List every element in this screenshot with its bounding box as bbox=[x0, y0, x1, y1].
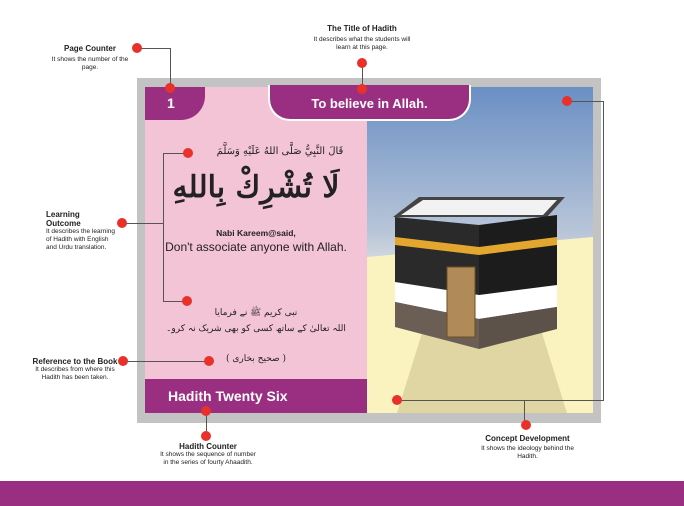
callout-dot bbox=[183, 148, 193, 158]
callout-page-counter bbox=[50, 44, 130, 72]
connector-line bbox=[137, 48, 171, 49]
callout-dot bbox=[132, 43, 142, 53]
callout-title: The Title of Hadith bbox=[327, 24, 397, 33]
urdu-line-1: نبی کریم ﷺ نے فرمایا bbox=[214, 308, 298, 318]
callout-title: Page Counter bbox=[63, 44, 116, 53]
kaaba-illustration bbox=[367, 87, 593, 413]
callout-desc: It shows the sequence of number in the series of fourty Ahaadith. bbox=[160, 451, 256, 466]
callout-title: Reference to the Book bbox=[32, 357, 118, 366]
callout-dot bbox=[204, 356, 214, 366]
callout-title: Concept Development bbox=[485, 434, 570, 443]
connector-line bbox=[397, 400, 604, 401]
callout-dot bbox=[521, 420, 531, 430]
callout-dot bbox=[201, 431, 211, 441]
callout-reference bbox=[30, 357, 120, 382]
callout-desc: It describes what the students will learn at this page. bbox=[313, 36, 411, 51]
connector-line bbox=[163, 153, 164, 301]
callout-concept-development bbox=[480, 434, 575, 461]
callout-learning-outcome bbox=[46, 210, 116, 252]
footer-bar bbox=[0, 481, 684, 506]
connector-line bbox=[603, 101, 604, 401]
callout-dot bbox=[182, 296, 192, 306]
callout-dot bbox=[392, 395, 402, 405]
callout-desc: It shows the number of the page. bbox=[51, 56, 129, 71]
callout-desc: It shows the ideology behind the Hadith. bbox=[481, 445, 574, 460]
hadith-counter: Hadith Twenty Six bbox=[145, 379, 367, 413]
callout-dot bbox=[165, 83, 175, 93]
callout-dot bbox=[201, 406, 211, 416]
hadith-title: To believe in Allah. bbox=[268, 85, 471, 121]
callout-title: Hadith Counter bbox=[179, 442, 237, 451]
page-counter: 1 bbox=[145, 87, 205, 120]
callout-dot bbox=[117, 218, 127, 228]
english-translation: Don't associate anyone with Allah. bbox=[165, 240, 347, 254]
callout-dot bbox=[357, 84, 367, 94]
callout-title: Learning Outcome bbox=[46, 210, 81, 228]
callout-title-of-hadith bbox=[312, 24, 412, 52]
callout-hadith-counter bbox=[158, 442, 258, 467]
callout-desc: It describes the learning of Hadith with English and Urdu translation. bbox=[46, 228, 116, 251]
connector-line bbox=[123, 361, 209, 362]
arabic-intro: قَالَ النَّبِيُّ صَلَّى اللهُ عَلَيْهِ وَسَلَّمَ bbox=[216, 146, 344, 157]
callout-dot bbox=[562, 96, 572, 106]
connector-line bbox=[122, 223, 164, 224]
connector-line bbox=[170, 48, 171, 88]
callout-dot bbox=[357, 58, 367, 68]
urdu-line-2: اللہ تعالیٰ کے ساتھ کسی کو بھی شریک نہ کرو۔ bbox=[166, 324, 346, 334]
connector-line bbox=[567, 101, 604, 102]
english-intro: Nabi Kareem@said, bbox=[216, 228, 296, 238]
reference: ( صحیح بخاری ) bbox=[225, 354, 287, 364]
callout-desc: It describes from where this Hadith has been taken. bbox=[35, 366, 115, 381]
arabic-hadith: لَا تُشْرِكْ بِاللهِ bbox=[172, 170, 340, 205]
